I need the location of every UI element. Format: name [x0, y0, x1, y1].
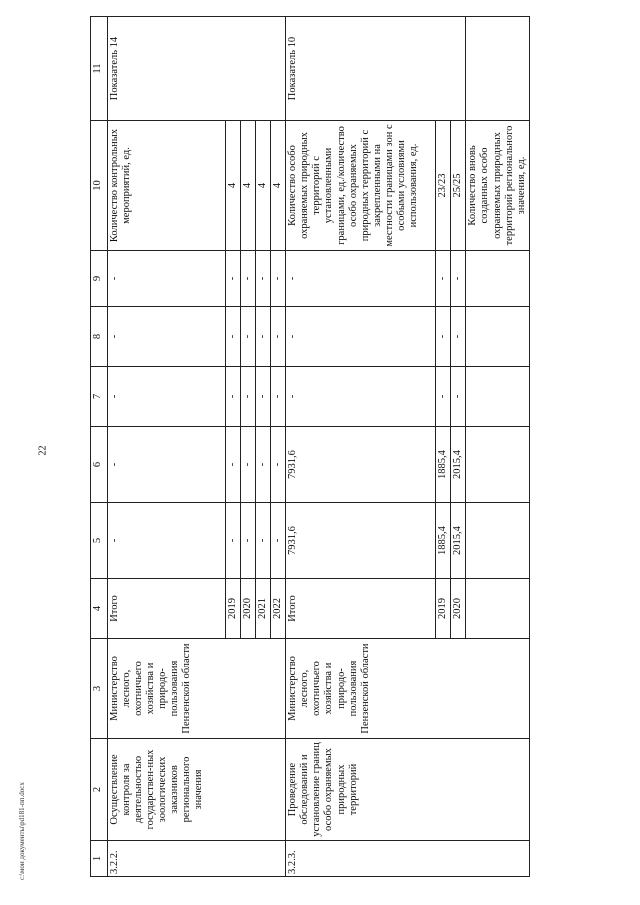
year-cell: 2021 — [256, 579, 271, 639]
total-c9: - — [108, 251, 226, 307]
value-cell: 25/25 — [451, 121, 466, 251]
value-cell: 23/23 — [436, 121, 451, 251]
empty-cell — [466, 579, 529, 639]
value-cell: 4 — [241, 121, 256, 251]
indicator-ref: Показатель 10 — [286, 17, 466, 121]
value-cell: - — [271, 427, 286, 503]
table-row — [286, 17, 436, 877]
total-c9: - — [286, 251, 436, 307]
value-cell: - — [256, 427, 271, 503]
value-cell: 2015,4 — [451, 427, 466, 503]
total-label: Итого — [286, 579, 436, 639]
value-cell: - — [436, 307, 451, 367]
indicator-cell: Количество контрольных мероприятий, ед. — [108, 121, 226, 251]
header-col-10: 10 — [91, 121, 108, 251]
value-cell: - — [226, 367, 241, 427]
empty-cell — [466, 17, 529, 121]
value-cell: 1885,4 — [436, 427, 451, 503]
total-c6: - — [108, 427, 226, 503]
year-cell: 2020 — [451, 579, 466, 639]
value-cell: - — [241, 367, 256, 427]
value-cell: - — [436, 367, 451, 427]
header-col-11: 11 — [91, 17, 108, 121]
header-col-3: 3 — [91, 639, 108, 739]
total-c5: 7931,6 — [286, 503, 436, 579]
measures-table-container — [90, 17, 615, 877]
value-cell: - — [241, 307, 256, 367]
value-cell: - — [226, 251, 241, 307]
activity-cell: Проведение обследований и установление границ особо охраняемых природных территорий — [286, 739, 529, 841]
header-col-4: 4 — [91, 579, 108, 639]
extra-indicator-cell: Количество вновь созданных особо охраняемых природных территорий регионального значения, ед. — [466, 121, 529, 251]
executor-cell: Министерство лесного, охотничьего хозяйства и природо-пользования Пензенской области — [286, 639, 529, 739]
value-cell: - — [226, 427, 241, 503]
value-cell: - — [451, 251, 466, 307]
header-col-7: 7 — [91, 367, 108, 427]
value-cell: 4 — [256, 121, 271, 251]
value-cell: - — [271, 307, 286, 367]
value-cell: - — [226, 503, 241, 579]
value-cell: - — [436, 251, 451, 307]
total-c8: - — [108, 307, 226, 367]
value-cell: - — [256, 307, 271, 367]
row-number: 3.2.3. — [286, 841, 529, 877]
empty-cell — [466, 251, 529, 307]
activity-cell: Осуществление контроля за деятельностью государствен-ных зоологических заказников регионального значения — [108, 739, 286, 841]
value-cell: - — [451, 307, 466, 367]
header-col-1: 1 — [91, 841, 108, 877]
value-cell: 4 — [271, 121, 286, 251]
value-cell: - — [271, 251, 286, 307]
table-row — [108, 17, 226, 877]
total-c5: - — [108, 503, 226, 579]
year-cell: 2022 — [271, 579, 286, 639]
total-c7: - — [108, 367, 226, 427]
total-c7: - — [286, 367, 436, 427]
value-cell: - — [256, 251, 271, 307]
year-cell: 2019 — [226, 579, 241, 639]
value-cell: - — [241, 503, 256, 579]
empty-cell — [466, 427, 529, 503]
value-cell: - — [256, 367, 271, 427]
empty-cell — [466, 367, 529, 427]
page-number: 22 — [37, 445, 49, 456]
measures-table — [90, 16, 530, 877]
year-cell: 2020 — [241, 579, 256, 639]
header-col-8: 8 — [91, 307, 108, 367]
header-col-6: 6 — [91, 427, 108, 503]
indicator-ref: Показатель 14 — [108, 17, 286, 121]
executor-cell: Министерство лесного, охотничьего хозяйства и природо-пользования Пензенской области — [108, 639, 286, 739]
value-cell: - — [271, 503, 286, 579]
empty-cell — [466, 503, 529, 579]
row-number: 3.2.2. — [108, 841, 286, 877]
year-cell: 2019 — [436, 579, 451, 639]
value-cell: 4 — [226, 121, 241, 251]
value-cell: - — [256, 503, 271, 579]
header-col-2: 2 — [91, 739, 108, 841]
value-cell: - — [241, 251, 256, 307]
indicator-cell: Количество особо охраняемых природных территорий с установленными границами, ед./количество особо охраняемых природных территорий с закрепленными на местности границами зон с особыми условиями использования, ед. — [286, 121, 436, 251]
value-cell: 2015,4 — [451, 503, 466, 579]
header-col-5: 5 — [91, 503, 108, 579]
header-row — [91, 17, 108, 877]
footer-file-path: c:\мои документы\pd181-пп.docx — [18, 782, 26, 880]
total-c6: 7931,6 — [286, 427, 436, 503]
value-cell: - — [241, 427, 256, 503]
empty-cell — [466, 307, 529, 367]
header-col-9: 9 — [91, 251, 108, 307]
value-cell: - — [451, 367, 466, 427]
value-cell: - — [226, 307, 241, 367]
total-c8: - — [286, 307, 436, 367]
value-cell: - — [271, 367, 286, 427]
value-cell: 1885,4 — [436, 503, 451, 579]
total-label: Итого — [108, 579, 226, 639]
